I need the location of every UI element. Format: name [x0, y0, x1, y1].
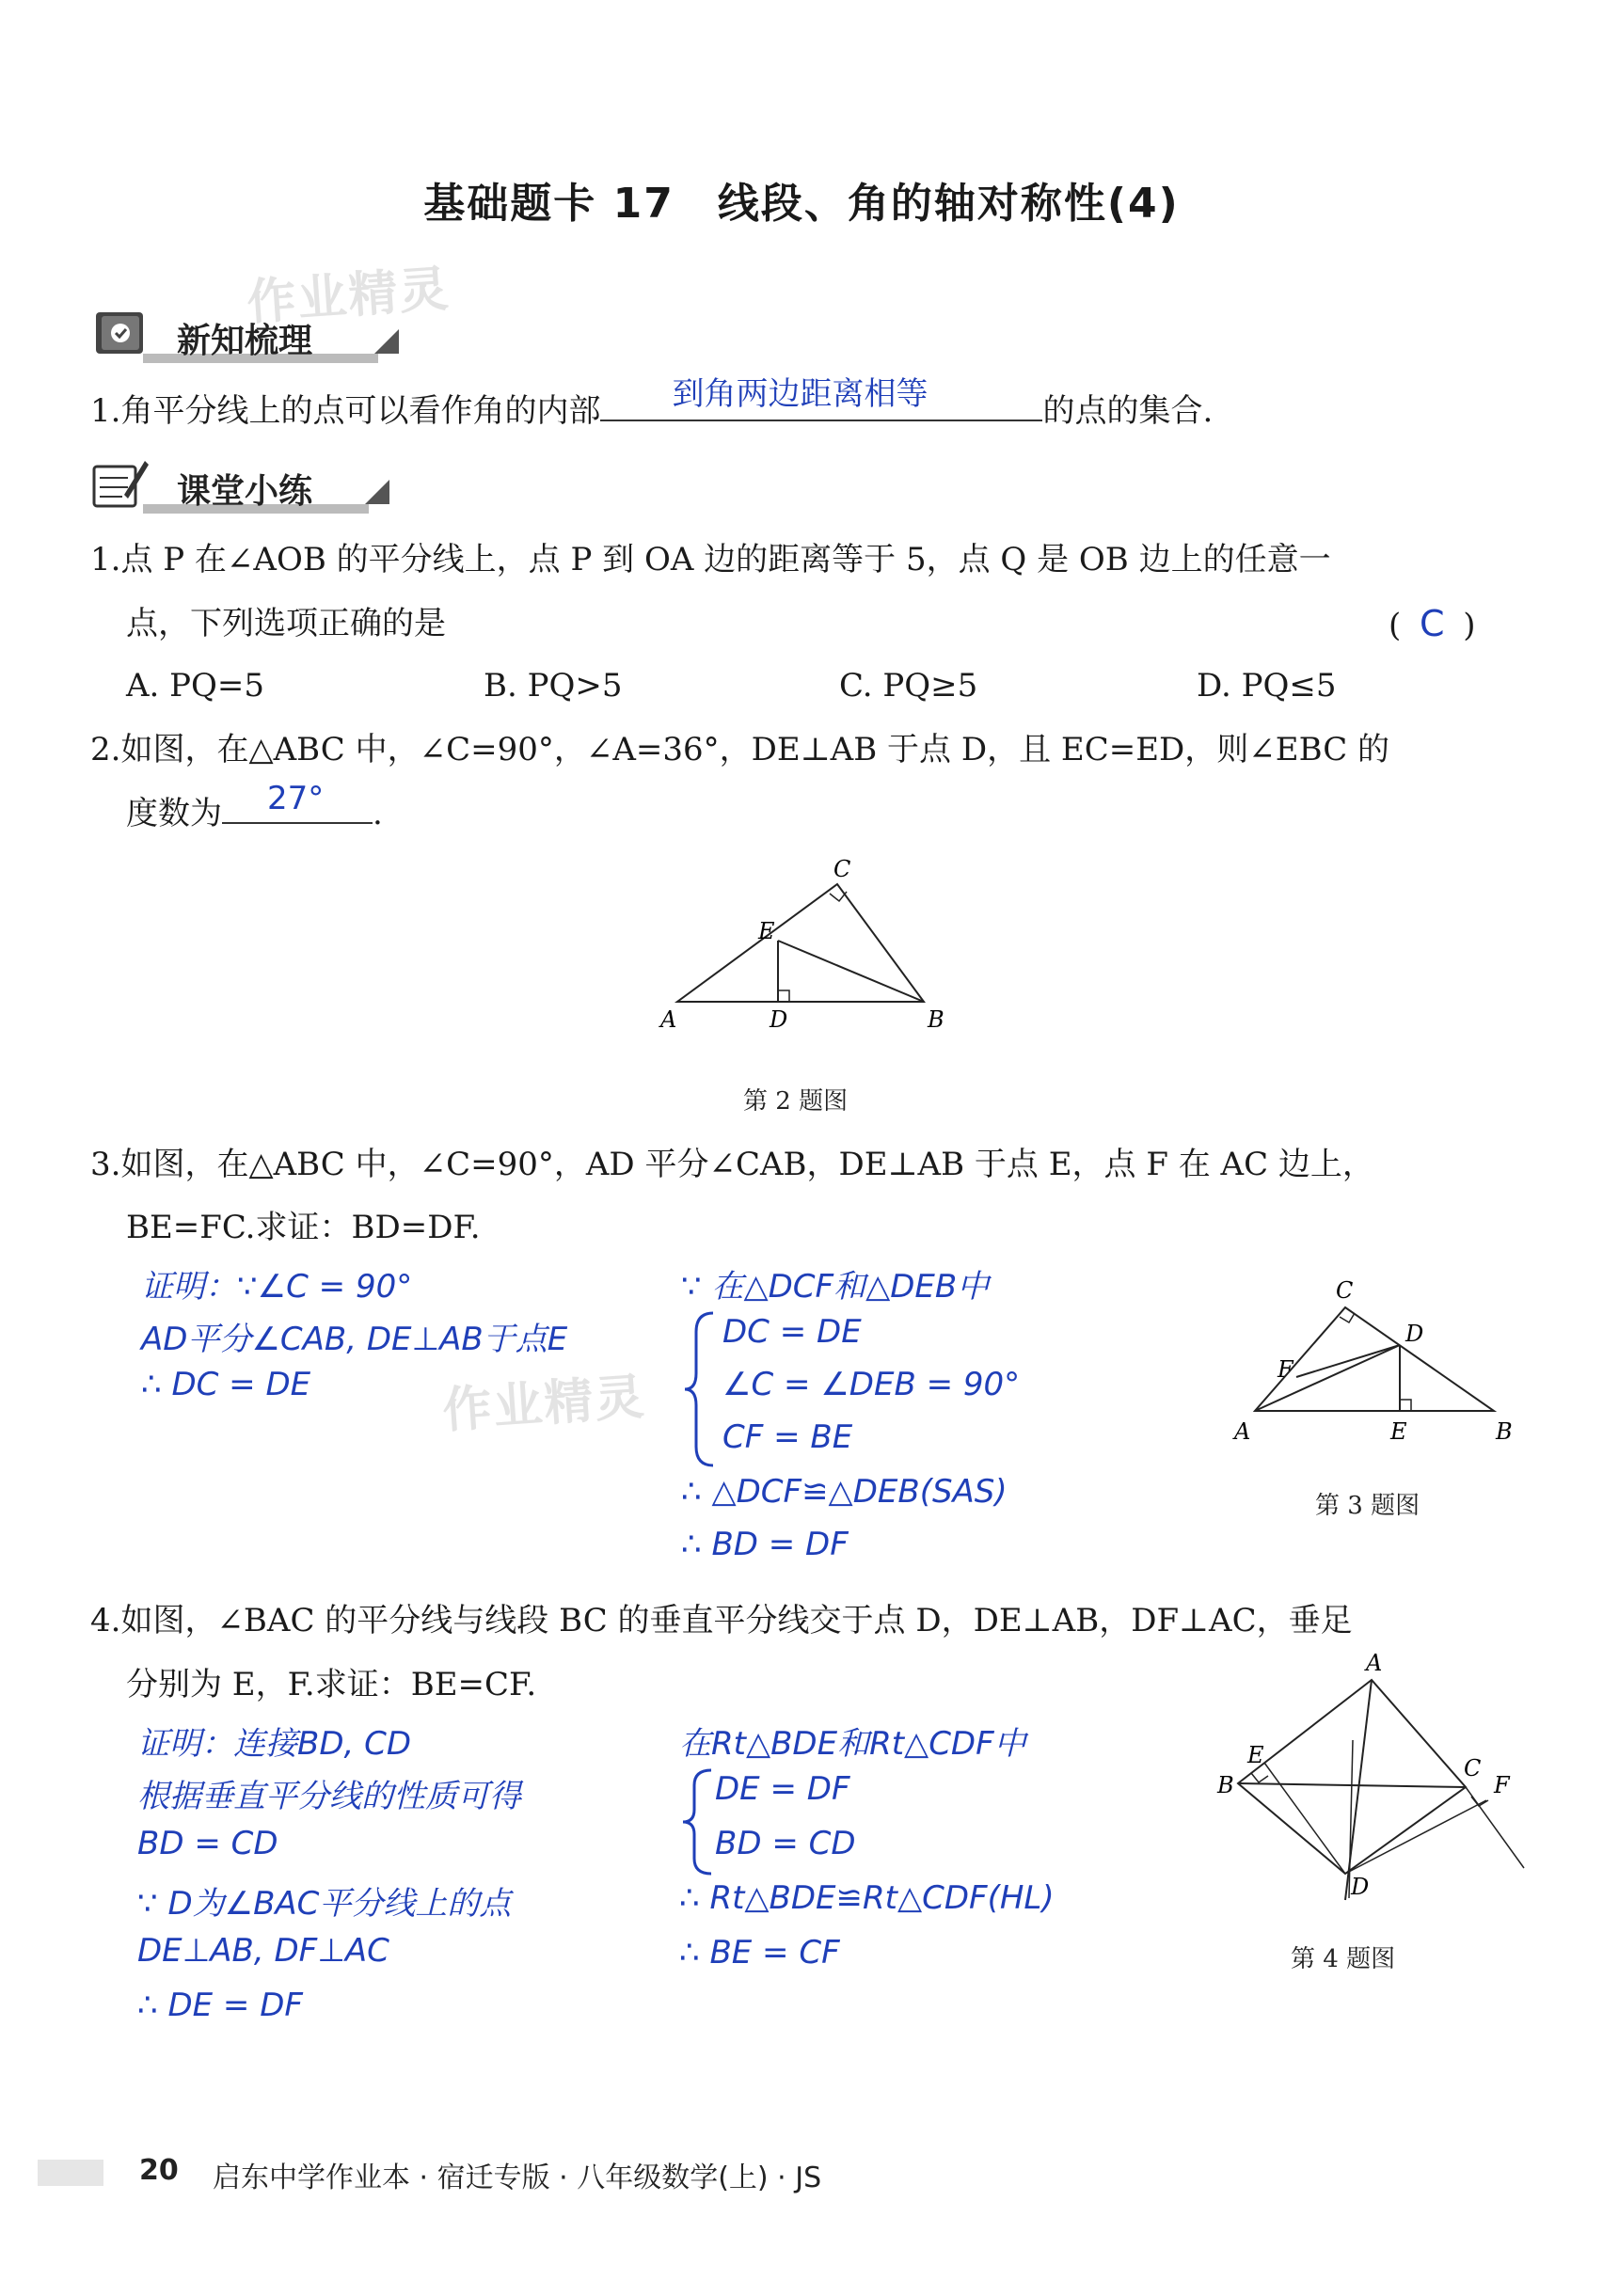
answer-parentheses: ( C )	[1389, 591, 1476, 658]
handwritten-answer: 27°	[267, 780, 325, 817]
proof-3-left-line-3: ∴ DC = DE	[141, 1366, 311, 1403]
proof-4-right-head: 在Rt△BDE和Rt△CDF中	[679, 1725, 1026, 1763]
page-title: 基础题卡 17 线段、角的轴对称性(4)	[423, 180, 1180, 228]
proof-4-left-line-3: BD = CD	[137, 1825, 278, 1862]
label-c: C	[1464, 1755, 1482, 1781]
label-f: F	[1278, 1356, 1294, 1383]
figure-3-caption: 第 3 题图	[1315, 1492, 1420, 1520]
notebook-icon	[90, 307, 151, 359]
figure-4-caption: 第 4 题图	[1291, 1945, 1396, 1973]
label-b: B	[1217, 1772, 1234, 1798]
footer-tab	[38, 2160, 103, 2186]
proof-4-left-line-1: 证明：连接BD, CD	[137, 1725, 412, 1763]
label-d: D	[1351, 1874, 1370, 1900]
proof-4-left-line-5: DE⊥AB, DF⊥AC	[137, 1932, 389, 1970]
proof-4-brace-line-2: BD = CD	[715, 1825, 856, 1862]
figure-4-kite	[1214, 1646, 1533, 1928]
question-4-line-2: 分别为 E，F.求证：BE=CF.	[126, 1666, 537, 1703]
option-c: C. PQ≥5	[839, 667, 978, 705]
proof-brace	[681, 1309, 719, 1469]
proof-3-brace-line-2: ∠C = ∠DEB = 90°	[722, 1366, 1021, 1403]
page-number: 20	[139, 2154, 179, 2187]
figure-3-triangle	[1223, 1268, 1524, 1456]
figure-2-caption: 第 2 题图	[743, 1087, 849, 1116]
section-heading-label: 课堂小练	[177, 472, 313, 511]
option-b: B. PQ>5	[484, 667, 623, 705]
label-d: D	[770, 1006, 788, 1033]
proof-4-left-line-6: ∴ DE = DF	[137, 1987, 303, 2024]
label-e: E	[758, 918, 775, 944]
answer-blank	[600, 375, 1042, 421]
figure-2-triangle	[649, 856, 960, 1044]
watermark: 作业精灵	[245, 261, 452, 332]
label-e: E	[1247, 1742, 1264, 1768]
handwritten-answer: 到角两边距离相等	[672, 375, 928, 413]
label-c: C	[833, 856, 851, 882]
section-heading-class-practice	[90, 457, 401, 517]
proof-4-left-line-2: 根据垂直平分线的性质可得	[137, 1778, 521, 1815]
question-4-line-1: 4.如图，∠BAC 的平分线与线段 BC 的垂直平分线交于点 D，DE⊥AB，DF⊥AC，垂足	[90, 1602, 1353, 1639]
section1-question-1: 1.角平分线上的点可以看作角的内部 到角两边距离相等 的点的集合.	[90, 378, 1213, 444]
label-a: A	[1234, 1418, 1251, 1445]
proof-4-right-tail-2: ∴ BE = CF	[679, 1934, 840, 1971]
answer-blank	[222, 781, 373, 824]
question-1-line-2: 点，下列选项正确的是	[126, 605, 446, 642]
proof-brace	[679, 1766, 717, 1877]
option-a: A. PQ=5	[126, 667, 265, 705]
question-2-line-1: 2.如图，在△ABC 中，∠C=90°，∠A=36°，DE⊥AB 于点 D，且 EC=ED，则∠EBC 的	[90, 731, 1390, 768]
proof-3-right-tail-1: ∴ △DCF≌△DEB(SAS)	[681, 1473, 1008, 1511]
label-f: F	[1494, 1772, 1510, 1798]
section-heading-label: 新知梳理	[177, 322, 313, 360]
label-a: A	[1366, 1650, 1383, 1676]
proof-4-brace-line-1: DE = DF	[715, 1770, 850, 1808]
label-e: E	[1390, 1418, 1407, 1445]
proof-3-brace-line-1: DC = DE	[722, 1313, 862, 1351]
label-b: B	[928, 1006, 944, 1033]
footer-text: 启东中学作业本 · 宿迁专版 · 八年级数学(上) · JS	[213, 2161, 822, 2194]
question-3-line-1: 3.如图，在△ABC 中，∠C=90°，AD 平分∠CAB，DE⊥AB 于点 E，点 F 在 AC 边上，	[90, 1146, 1374, 1183]
proof-4-left-line-4: ∵ D为∠BAC平分线上的点	[137, 1885, 512, 1923]
label-b: B	[1496, 1418, 1513, 1445]
label-d: D	[1405, 1321, 1424, 1347]
section-heading-new-knowledge	[90, 307, 410, 367]
watermark: 作业精灵	[440, 1369, 648, 1440]
question-2-line-2: 度数为 27° .	[126, 781, 383, 847]
question-1-line-1: 1.点 P 在∠AOB 的平分线上，点 P 到 OA 边的距离等于 5，点 Q 是 OB 边上的任意一	[90, 541, 1331, 578]
label-c: C	[1336, 1277, 1354, 1304]
proof-3-left-line-2: AD平分∠CAB, DE⊥AB于点E	[141, 1321, 568, 1358]
question-3-line-2: BE=FC.求证：BD=DF.	[126, 1209, 481, 1246]
label-a: A	[660, 1006, 677, 1033]
handwritten-choice: C	[1419, 603, 1445, 644]
proof-3-brace-line-3: CF = BE	[722, 1418, 853, 1456]
proof-3-right-tail-2: ∴ BD = DF	[681, 1526, 849, 1563]
notepad-pencil-icon	[90, 457, 151, 510]
proof-4-right-tail-1: ∴ Rt△BDE≌Rt△CDF(HL)	[679, 1879, 1055, 1917]
option-d: D. PQ≤5	[1197, 667, 1337, 705]
proof-3-right-head: ∵ 在△DCF和△DEB中	[681, 1268, 990, 1306]
proof-3-left-line-1: 证明：∵∠C = 90°	[141, 1268, 413, 1306]
